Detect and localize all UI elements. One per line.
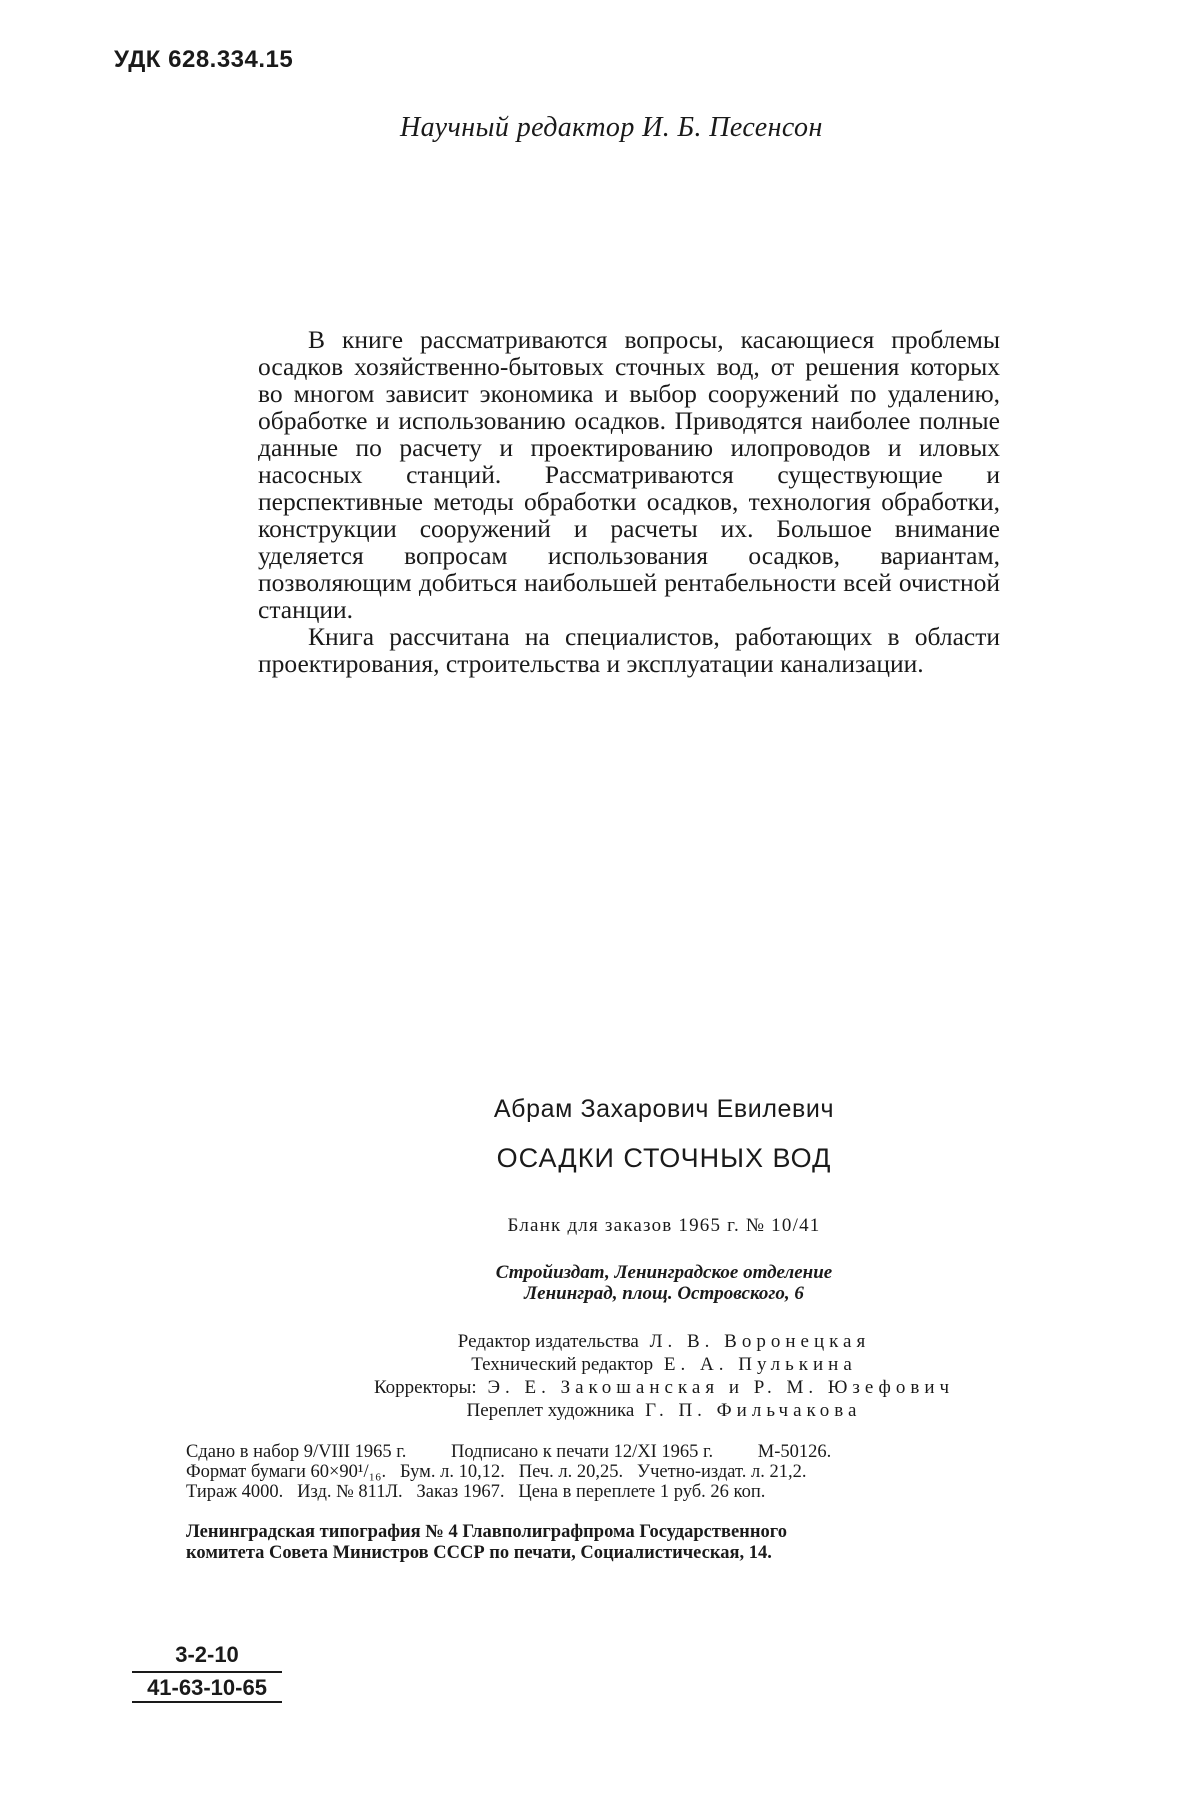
imprint-row [186, 1462, 1090, 1482]
credit-name: Л. В. Воронецкая [649, 1331, 871, 1352]
staff-credits [0, 1330, 1200, 1422]
udk-code: УДК 628.334.15 [114, 46, 294, 73]
index-code-denominator: 41-63-10-65 [132, 1673, 282, 1703]
credit-row [128, 1376, 1200, 1399]
credit-role: Корректоры: [373, 1377, 477, 1398]
credit-row [128, 1330, 1200, 1353]
price: Цена в переплете 1 руб. 26 коп. [518, 1482, 766, 1502]
credit-name: Э. Е. Закошанская и Р. М. Юзефович [487, 1377, 955, 1398]
publisher-name: Стройиздат, Ленинградское отделение [495, 1262, 833, 1283]
index-code [132, 1642, 282, 1703]
censor-code: М-50126. [757, 1442, 832, 1462]
print-sign-date: Подписано к печати 12/XI 1965 г. [450, 1442, 714, 1462]
credit-role: Переплет художника [466, 1400, 635, 1421]
book-title: ОСАДКИ СТОЧНЫХ ВОД [496, 1143, 832, 1173]
abstract-paragraph: В книге рассматриваются вопросы, касающиеся проблемы осадков хозяйственно-бытовых сточных вод, от решения которых во многом зависит экономика и выбор сооружений по удалению, обработке и использованию осадков. Приводятся наиболее полные данные по расчету и проектированию илопроводов и иловых насосных станций. Рассматриваются существующие и перспективные методы обработки осадков, технология обработки, конструкции сооружений и расчеты их. Большое внимание уделяется вопросам использования осадков, вариантам, позволяющим добиться наибольшей рентабельности всей очистной станции. [258, 325, 1000, 624]
printshop-line: Ленинградская типография № 4 Главполиграфпрома Государственного [186, 1522, 787, 1542]
credit-name: Г. П. Фильчакова [645, 1400, 862, 1421]
paper-sheets: Бум. л. 10,12. [400, 1462, 505, 1482]
scientific-editor: Научный редактор И. Б. Песенсон [400, 112, 823, 143]
print-run: Тираж 4000. [186, 1482, 284, 1502]
abstract-paragraph: Книга рассчитана на специалистов, работающих в области проектирования, строительства и эксплуатации канализации. [258, 622, 1000, 678]
index-code-numerator: 3-2-10 [132, 1642, 282, 1673]
publisher-address: Ленинград, площ. Островского, 6 [524, 1283, 804, 1304]
imprint-row [186, 1482, 1090, 1502]
imprint-block [186, 1442, 1090, 1502]
imprint-row [186, 1442, 1090, 1462]
credit-row [128, 1399, 1200, 1422]
printshop-line: комитета Совета Министров СССР по печати, Социалистическая, 14. [186, 1543, 772, 1563]
abstract [258, 326, 1000, 677]
printshop-block [186, 1522, 1090, 1564]
credit-role: Технический редактор [471, 1354, 654, 1375]
credit-row [128, 1353, 1200, 1376]
credit-name: Е. А. Пулькина [663, 1354, 857, 1375]
paper-format: Формат бумаги 60×90¹/₁₆. [186, 1462, 387, 1482]
author-name: Абрам Захарович Евилевич [493, 1095, 835, 1123]
order-form-line: Бланк для заказов 1965 г. № 10/41 [507, 1215, 821, 1236]
edition-sheets: Учетно-издат. л. 21,2. [637, 1462, 807, 1482]
publisher-block [0, 1262, 1200, 1304]
order-number: Заказ 1967. [416, 1482, 505, 1502]
edition-number: Изд. № 811Л. [297, 1482, 403, 1502]
print-sheets: Печ. л. 20,25. [518, 1462, 624, 1482]
typeset-date: Сдано в набор 9/VIII 1965 г. [186, 1442, 407, 1462]
credit-role: Редактор издательства [457, 1331, 639, 1352]
